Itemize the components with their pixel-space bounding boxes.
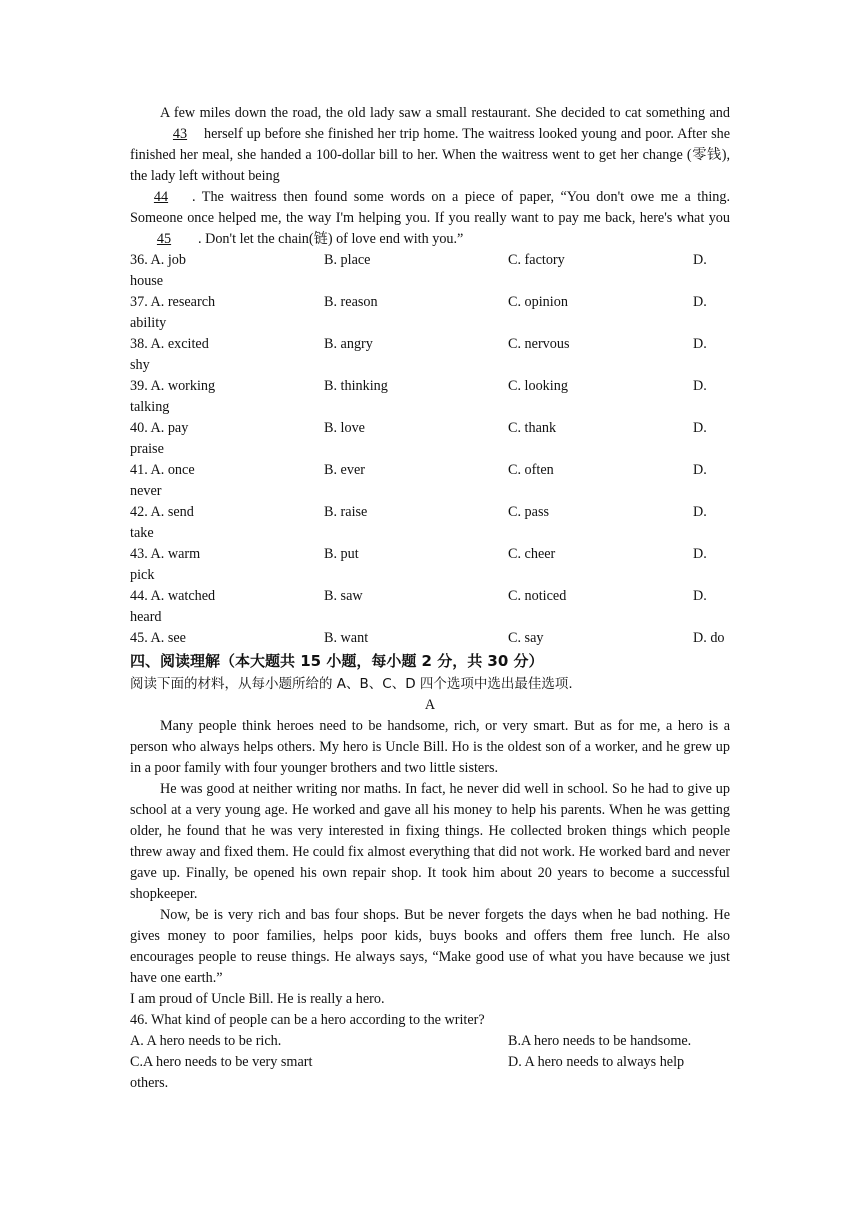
option-a: A. A hero needs to be rich. xyxy=(130,1033,282,1049)
option-d-text: others. xyxy=(130,1075,169,1091)
options-list xyxy=(130,250,730,649)
question-options-41 xyxy=(130,460,730,502)
option-b: B. love xyxy=(324,420,365,436)
option-d-text: praise xyxy=(130,441,164,457)
option-d: D. xyxy=(693,420,707,436)
option-a: 38. A. excited xyxy=(130,336,209,352)
question-options-45 xyxy=(130,628,730,649)
option-b: B. saw xyxy=(324,588,363,604)
option-b: B.A hero needs to be handsome. xyxy=(508,1033,692,1049)
option-c: C.A hero needs to be very smart xyxy=(130,1054,313,1070)
question-options-39 xyxy=(130,376,730,418)
option-b: B. put xyxy=(324,546,359,562)
option-a: 37. A. research xyxy=(130,294,216,310)
reading-paragraph-4: I am proud of Uncle Bill. He is really a hero. xyxy=(130,991,385,1007)
question-options-44 xyxy=(130,586,730,628)
option-d: D. A hero needs to always help xyxy=(508,1054,685,1070)
option-d: D. xyxy=(693,546,707,562)
option-d: D. xyxy=(693,294,707,310)
option-d-text: ability xyxy=(130,315,167,331)
answer-row-2 xyxy=(130,1052,730,1073)
cloze-text: herself up before she finished her trip home. The waitress looked young and poor. After she finished her meal, she handed a 100-dollar bill to her. When the waitress went to get her change (零钱), the lady left without being xyxy=(130,126,730,184)
option-c: C. often xyxy=(508,462,554,478)
option-d: D. xyxy=(693,252,707,268)
option-a: 36. A. job xyxy=(130,252,186,268)
reading-paragraph-2: He was good at neither writing nor maths. In fact, he never did well in school. So he had to give up school at a very young age. He worked and gave all his money to help his parents. When he was getting older, he found that he was very interested in fixing things. He collected broken things which people threw away and fixed them. He could fix almost everything that did not work. He worked bard and never gave up. Finally, be opened his own repair shop. It took him about 20 years to become a successful shopkeeper. xyxy=(130,781,730,902)
option-d: D. do xyxy=(693,630,725,646)
option-a: 41. A. once xyxy=(130,462,195,478)
option-c: C. thank xyxy=(508,420,557,436)
option-c: C. pass xyxy=(508,504,549,520)
option-a: 39. A. working xyxy=(130,378,216,394)
option-d-text: shy xyxy=(130,357,150,373)
blank-44: 44 xyxy=(153,189,169,205)
answer-row-1 xyxy=(130,1031,730,1052)
cloze-paragraph-2 xyxy=(130,187,730,250)
option-d-text: house xyxy=(130,273,164,289)
option-a: 45. A. see xyxy=(130,630,186,646)
section-instruction: 阅读下面的材料，从每小题所给的 A、B、C、D 四个选项中选出最佳选项. xyxy=(130,676,573,692)
option-d: D. xyxy=(693,504,707,520)
option-d-text: heard xyxy=(130,609,162,625)
option-d: D. xyxy=(693,378,707,394)
option-c: C. noticed xyxy=(508,588,567,604)
option-d: D. xyxy=(693,462,707,478)
option-b: B. thinking xyxy=(324,378,388,394)
option-b: B. raise xyxy=(324,504,368,520)
option-c: C. say xyxy=(508,630,544,646)
option-a: 44. A. watched xyxy=(130,588,216,604)
option-a: 43. A. warm xyxy=(130,546,201,562)
option-b: B. angry xyxy=(324,336,373,352)
option-d-text: pick xyxy=(130,567,155,583)
cloze-text: . The waitress then found some words on a piece of paper, “You don't owe me a thing. Someone once helped me, the way I'm helping you. If you really want to pay me back, here's what you xyxy=(130,189,730,226)
question-stem: 46. What kind of people can be a hero according to the writer? xyxy=(130,1012,485,1028)
cloze-text: A few miles down the road, the old lady saw a small restaurant. She decided to cat something and xyxy=(160,105,730,121)
option-a: 42. A. send xyxy=(130,504,194,520)
reading-paragraph-1: Many people think heroes need to be handsome, rich, or very smart. But as for me, a hero is a person who always helps others. My hero is Uncle Bill. Ho is the oldest son of a worker, and he grew up in a poor family with four younger brothers and two little sisters. xyxy=(130,718,730,776)
section-title: 四、阅读理解（本大题共 15 小题，每小题 2 分，共 30 分） xyxy=(130,652,544,670)
reading-passage xyxy=(130,716,730,1010)
question-options-40 xyxy=(130,418,730,460)
reading-paragraph-3: Now, be is very rich and bas four shops. But be never forgets the days when he bad nothing. He gives money to poor families, helps poor kids, buys books and offers them free lunch. He also encourages people to reuse things. He always says, “Make good use of what you have because we just have one earth.” xyxy=(130,907,730,986)
passage-label: A xyxy=(424,697,436,713)
question-options-37 xyxy=(130,292,730,334)
option-c: C. nervous xyxy=(508,336,570,352)
cloze-paragraph-1 xyxy=(130,103,730,187)
option-a: 40. A. pay xyxy=(130,420,189,436)
option-d-text: take xyxy=(130,525,154,541)
page-content xyxy=(130,103,730,1094)
option-b: B. ever xyxy=(324,462,365,478)
option-c: C. looking xyxy=(508,378,568,394)
option-d: D. xyxy=(693,588,707,604)
question-46 xyxy=(130,1010,730,1094)
option-c: C. factory xyxy=(508,252,565,268)
question-options-38 xyxy=(130,334,730,376)
question-options-42 xyxy=(130,502,730,544)
option-b: B. reason xyxy=(324,294,378,310)
blank-43: 43 xyxy=(172,126,188,142)
question-options-36 xyxy=(130,250,730,292)
option-c: C. cheer xyxy=(508,546,556,562)
option-b: B. want xyxy=(324,630,369,646)
option-d-text: talking xyxy=(130,399,170,415)
blank-45: 45 xyxy=(156,231,172,247)
option-c: C. opinion xyxy=(508,294,568,310)
cloze-text: . Don't let the chain(链) of love end with you.” xyxy=(198,231,464,247)
question-options-43 xyxy=(130,544,730,586)
cloze-passage xyxy=(130,103,730,250)
option-d-text: never xyxy=(130,483,162,499)
option-d: D. xyxy=(693,336,707,352)
option-b: B. place xyxy=(324,252,371,268)
